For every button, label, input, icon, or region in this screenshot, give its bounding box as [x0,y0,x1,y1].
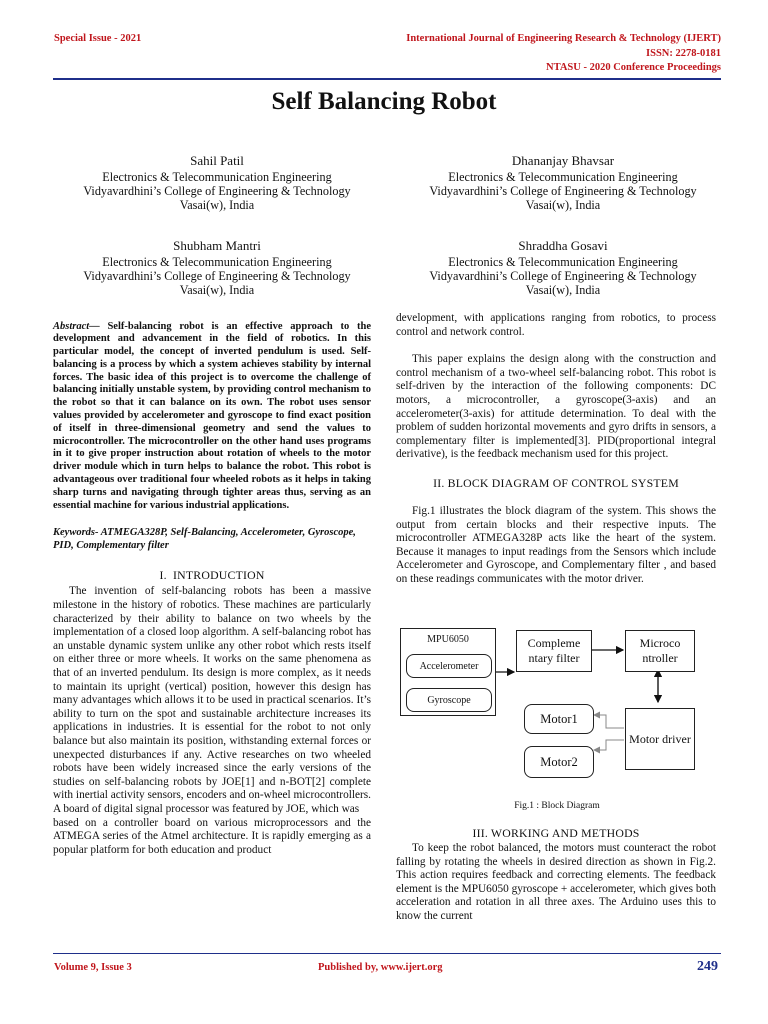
conference-label: NTASU - 2020 Conference Proceedings [546,62,721,73]
author-name: Shubham Mantri [173,238,261,253]
author-block-2 [393,154,733,212]
motor2-block: Motor2 [524,746,594,778]
keywords: Keywords- ATMEGA328P, Self-Balancing, Accelerometer, Gyroscope, PID, Complementary filter [53,527,356,552]
mpu6050-label: MPU6050 [427,634,469,645]
section-3 [396,826,716,924]
author-block-4 [393,239,733,297]
intro-continuation: development, with applications ranging from robotics, to process control and network control. [396,312,716,338]
author-name: Sahil Patil [190,153,244,168]
author-place: Vasai(w), India [179,283,255,297]
abstract: Abstract— Self-balancing robot is an effective approach to the development and advancement in the field of robotics. In this particular model, the concept of inverted pendulum is used. Self-balancing is a process by which a system achieves stability by internal forces. The basic idea of this project is to overcome the challenge of balancing initially unstable system, by providing control mechanism to the robot so that it can balance on its own. The robot uses sensor values provided by accelerometer and gyroscope to find exact position of itself in three-dimensional geometry and send the values to microcontroller. The microcontroller on the other hand uses programs in it to give proper instruction about rotation of wheels to the motor driver module which in turn helps to balance the robot. This robot is advantageous over traditional four wheeled robots as it helps in taking sharp turns and navigating through tighter areas thus, serving as an essential machine for various industrial applications. [53,320,372,511]
complementary-filter-block: Compleme ntary filter [516,630,592,672]
author-college: Vidyavardhini’s College of Engineering & Technology [83,269,351,283]
accelerometer-block: Accelerometer [406,654,492,678]
author-dept: Electronics & Telecommunication Engineering [102,170,332,184]
journal-name: International Journal of Engineering Research & Technology (IJERT) [406,33,721,44]
abstract-label: Abstract [53,320,90,332]
page-number: 249 [697,959,718,974]
author-college: Vidyavardhini’s College of Engineering & Technology [429,184,697,198]
author-dept: Electronics & Telecommunication Engineering [102,255,332,269]
author-place: Vasai(w), India [525,198,601,212]
footer-rule [53,953,721,954]
arrow-driver-to-motor2 [594,740,624,750]
gyroscope-block: Gyroscope [406,688,492,712]
section-1-heading: I. INTRODUCTION [159,568,265,583]
arrow-driver-to-motor1 [594,715,624,728]
intro-paragraph-continued: based on a controller board on various microprocessors and the ATMEGA series of the Atmel architecture. It is rapidly emerging as a popular platform for both education and product [53,816,371,856]
microcontroller-block: Microco ntroller [625,630,695,672]
author-name: Shraddha Gosavi [518,238,608,253]
paper-overview: This paper explains the design along with the construction and control mechanism of a two-wheel self-balancing robot. This robot is self-driven by the interaction of the following components: DC motors, a microcontroller, a gyroscope(3-axis) and an accelerometer(3-axis) for attitude determination. To deal with the problem of sudden horizontal movements and gyro drifts in sensors, a complementary filter is implemented[3]. PID(proportional integral derivative), is the feedback mechanism used for this project. [396,353,716,461]
left-column [53,310,371,857]
section-2-heading: II. BLOCK DIAGRAM OF CONTROL SYSTEM [433,475,679,490]
volume-label: Volume 9, Issue 3 [54,962,132,973]
author-block-1 [47,154,387,212]
publisher-label: Published by, www.ijert.org [318,962,443,973]
motor1-block: Motor1 [524,704,594,734]
author-college: Vidyavardhini’s College of Engineering & Technology [429,269,697,283]
section-3-heading: III. WORKING AND METHODS [472,826,640,840]
author-block-3 [47,239,387,297]
right-column [396,312,716,587]
author-college: Vidyavardhini’s College of Engineering & Technology [83,184,351,198]
author-dept: Electronics & Telecommunication Engineering [448,255,678,269]
author-place: Vasai(w), India [525,283,601,297]
author-place: Vasai(w), India [179,198,255,212]
page-title: Self Balancing Robot [271,88,497,115]
motor-driver-block: Motor driver [625,708,695,770]
header-rule [53,78,721,80]
abstract-text: Self-balancing robot is an effective approach to the development and advancement in the field of robotics. In this particular model, the concept of inverted pendulum is used. Self-balancing is a process by which a system achieves stability by internal forces. The basic idea of this project is to overcome the challenge of balancing initially unstable system, by providing control mechanism to the robot so that it can balance on its own. The robot uses sensor values provided by accelerometer and gyroscope to find exact position of itself in three-dimensional geometry and send the values to microcontroller. The microcontroller on the other hand uses programs in it to give proper instruction about rotation of wheels to the motor driver module which in turn helps to balance the robot. This robot is advantageous over traditional four wheeled robots as it helps in taking sharp turns and navigating through tighter areas thus, serving as an essential machine for various industrial applications. [53,320,372,511]
issn-label: ISSN: 2278-0181 [646,48,721,59]
author-name: Dhananjay Bhavsar [511,153,615,168]
intro-paragraph: The invention of self-balancing robots has been a massive milestone in the history of robotics. These machines are particularly characterized by their ability to balance on two wheels by the implementation of a closed loop algorithm. A self-balancing robot has an unstable dynamic system unlike any other robot which rests itself on either three or more wheels. It works on the same phenomena as that of an inverted pendulum. Its design is more complex, as it needs to maintain its upright (vertical) position, however this design has many advantages which allows it to be used in practical scenarios. It’s ability to turn on the spot and sustainable architecture increases its applications in industries. It is essential for the robot to not only balance but also maintain its position, withstanding external forces or unexpected disturbances if any. Active researches on two wheeled robots have been widely increased since the early versions of the studies on self-balancing robots by JOE[1] and n-BOT[2] complete with inertial activity sensors, encoders and on-wheel microcontrollers. A board of digital signal processor was featured by JOE, which was [53,585,371,815]
block-diagram-description: Fig.1 illustrates the block diagram of the system. This shows the output from certain blocks and their respective inputs. The microcontroller ATMEGA328P acts like the heart of the system. Because it manages to input readings from the Sensors which include Accelerometer and Gyroscope, and Complementary filter , and based on these readings communicates with the motor driver. [396,504,716,585]
author-dept: Electronics & Telecommunication Engineering [448,170,678,184]
working-paragraph: To keep the robot balanced, the motors must counteract the robot falling by rotating the wheels in desired direction as shown in Fig.2. This action requires feedback and correcting elements. The feedback element is the MPU6050 gyroscope + accelerometer, which gives both acceleration and rotation in all three axes. The Arduino uses this to know the current [396,842,716,922]
block-diagram [396,620,718,790]
special-issue-label: Special Issue - 2021 [54,33,142,44]
figure-caption: Fig.1 : Block Diagram [514,801,600,811]
